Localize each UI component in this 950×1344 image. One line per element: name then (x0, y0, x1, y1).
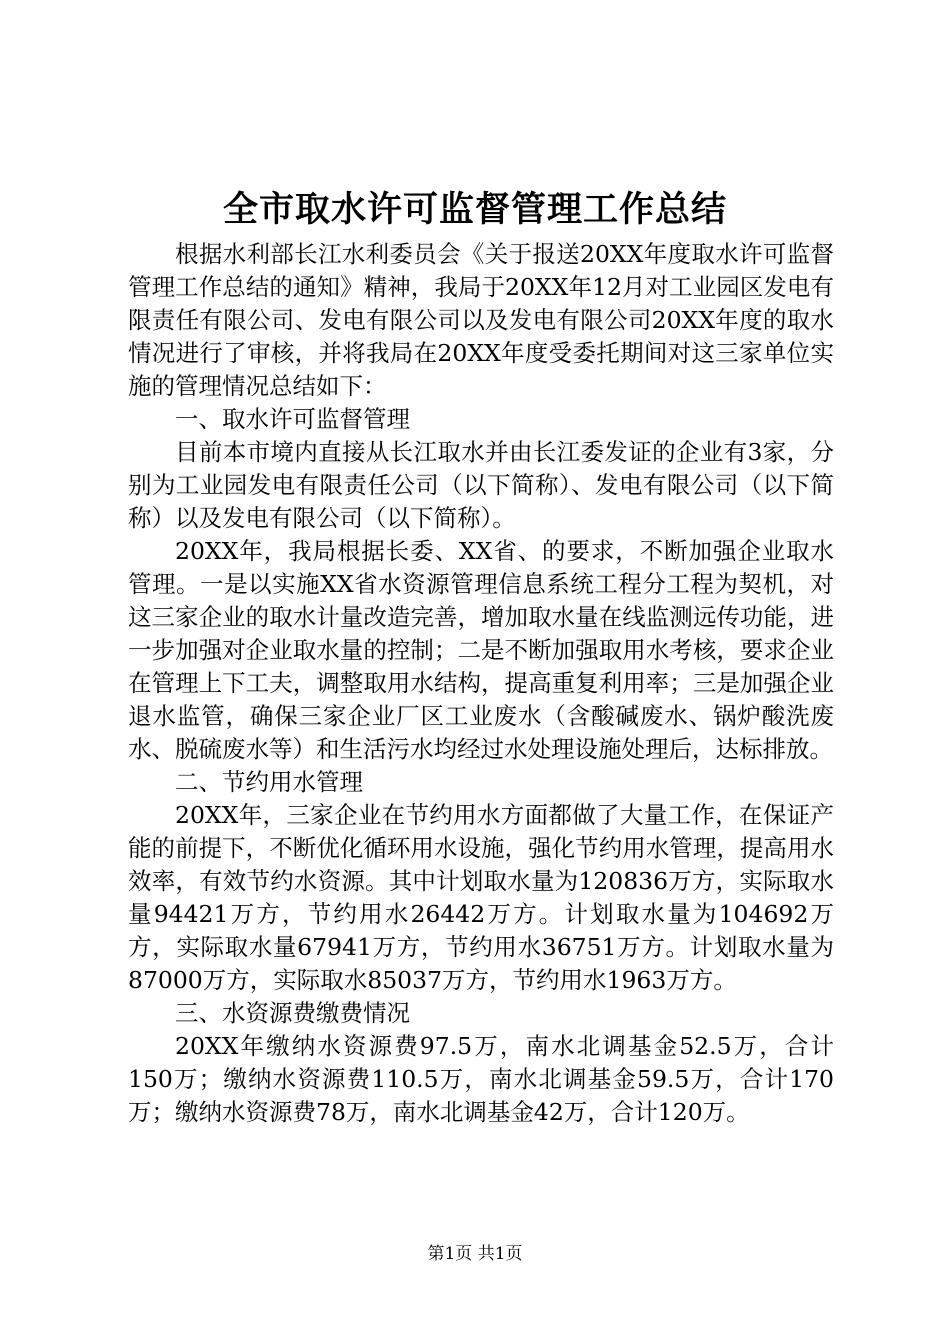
section-1-paragraph-2: 20XX年，我局根据长委、XX省、的要求，不断加强企业取水管理。一是以实施XX省水资源管理信息系统工程分工程为契机，对这三家企业的取水计量改造完善，增加取水量在线监测远传功能，进一步加强对企业取水量的控制；二是不断加强取用水考核，要求企业在管理上下工夫，调整取用水结构，提高重复利用率；三是加强企业退水监管，确保三家企业厂区工业废水（含酸碱废水、锅炉酸洗废水、脱硫废水等）和生活污水均经过水处理设施处理后，达标排放。 (128, 537, 834, 763)
intro-paragraph: 根据水利部长江水利委员会《关于报送20XX年度取水许可监督管理工作总结的通知》精神，我局于20XX年12月对工业园区发电有限责任有限公司、发电有限公司以及发电有限公司20XX年度的取水情况进行了审核，并将我局在20XX年度受委托期间对这三家单位实施的管理情况总结如下： (128, 240, 834, 400)
document-body (128, 238, 834, 1129)
section-heading-3: 三、水资源费缴费情况 (175, 999, 410, 1027)
section-2-paragraph: 20XX年，三家企业在节约用水方面都做了大量工作，在保证产能的前提下，不断优化循环用水设施，强化节约用水管理，提高用水效率，有效节约水资源。其中计划取水量为120836万方，实际取水量94421万方，节约用水26442万方。计划取水量为104692万方，实际取水量67941万方，节约用水36751万方。计划取水量为87000万方，实际取水85037万方，节约用水1963万方。 (128, 801, 834, 994)
section-heading-1: 一、取水许可监督管理 (175, 405, 410, 433)
section-1-paragraph-1: 目前本市境内直接从长江取水并由长江委发证的企业有3家，分别为工业园发电有限责任公司（以下简称）、发电有限公司（以下简称）以及发电有限公司（以下简称）。 (128, 438, 834, 532)
document-title: 全市取水许可监督管理工作总结 (222, 189, 727, 230)
section-3-paragraph: 20XX年缴纳水资源费97.5万，南水北调基金52.5万，合计150万；缴纳水资源费110.5万，南水北调基金59.5万，合计170万；缴纳水资源费78万，南水北调基金42万，合计120万。 (128, 1032, 834, 1126)
page-footer: 第1页 共1页 (427, 1244, 523, 1264)
section-heading-2: 二、节约用水管理 (175, 768, 363, 796)
